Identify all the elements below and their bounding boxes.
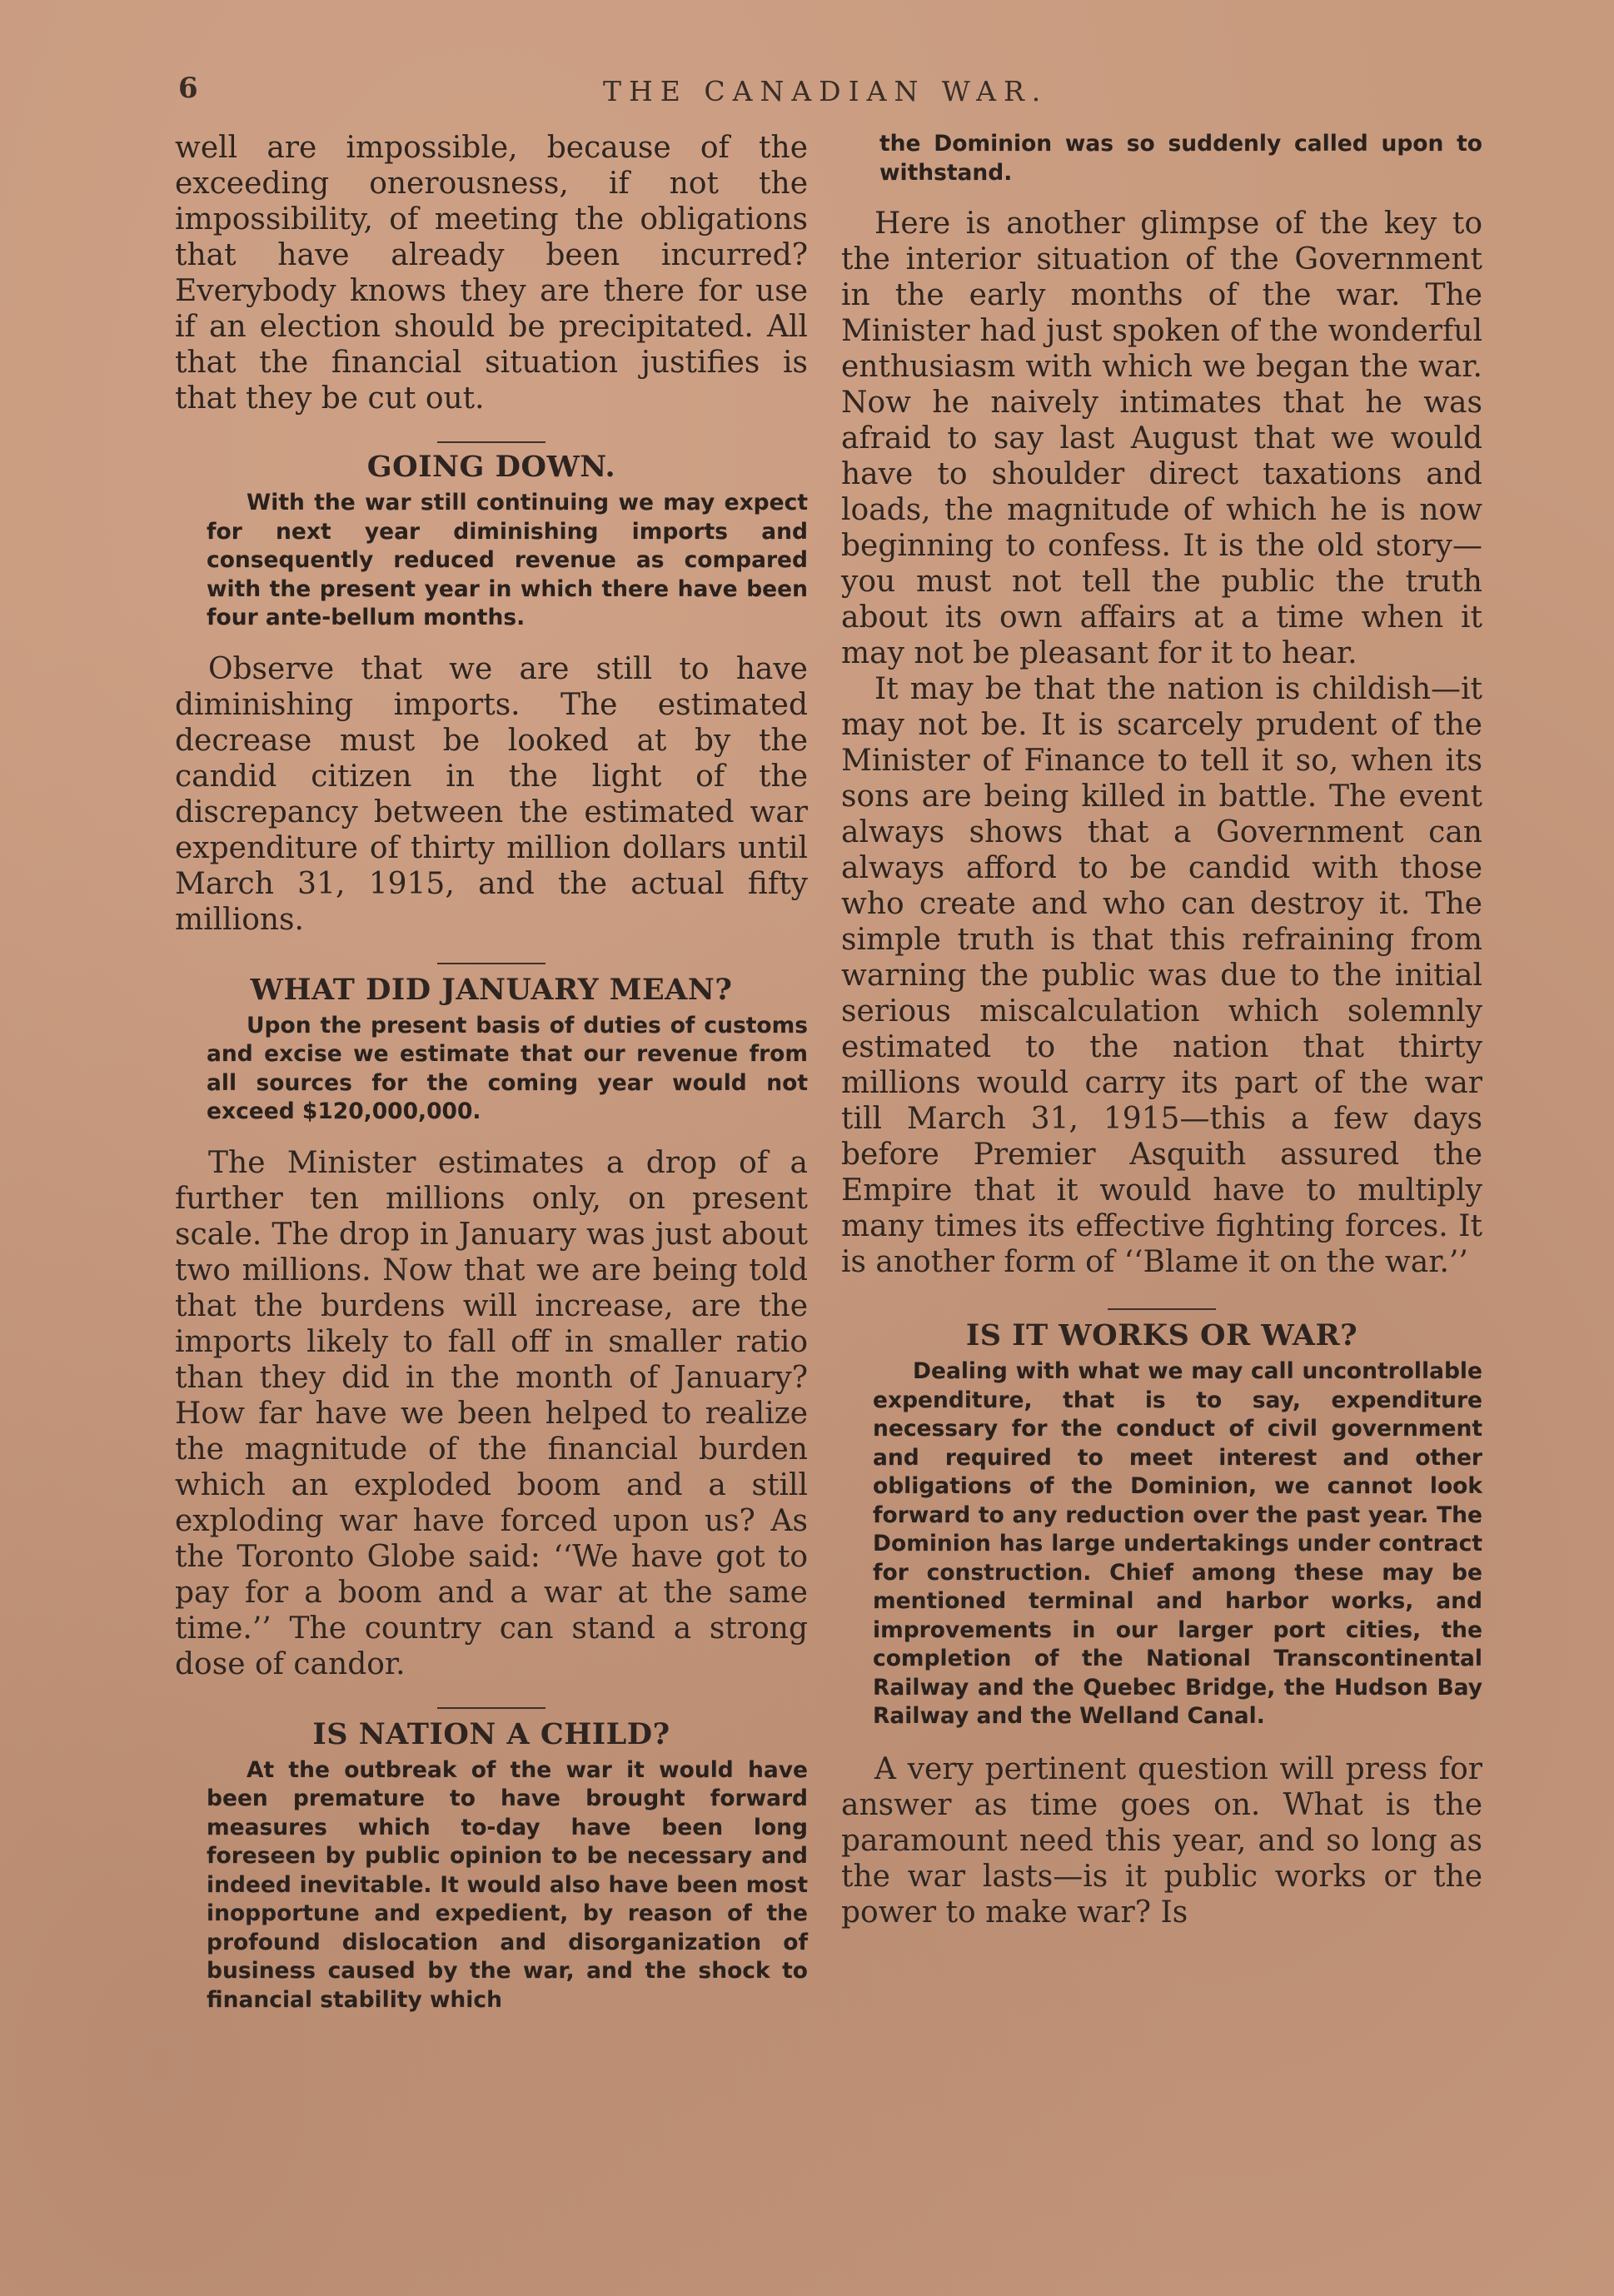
paragraph-key-glimpse: Here is another glimpse of the key to the interior situation of the Government in the early months of the war. The Minister had just spoken of the wonderful enthusiasm with which we began the war. Now he naively intimates that he was afraid to say last August that we would have to shoulder direct taxations and loads, the magnitude of which he is now beginning to confess. It is the old story—you must not tell the public the truth about its own affairs at a time when it may not be pleasant for it to hear. xyxy=(841,207,1482,670)
paragraph-nation-childish: It may be that the nation is childish—it may not be. It is scarcely prudent of the Minister of Finance to tell it so, when its sons are being killed in battle. The event always shows that a Government can always afford to be candid with those who create and who can destroy it. The simple truth is that this refraining from warning the public was due to the initial serious miscalculation which solemnly estimated to the nation that thirty millions would carry its part of the war till March 31, 1915—this a few days before Premier Asquith assured the Empire that it would have to multiply many times its effective fighting forces. It is another form of ‘‘Blame it on the war.’’ xyxy=(841,672,1482,1279)
quote-works-or-war: Dealing with what we may call uncontrollable expenditure, that is to say, expenditure necessary for the conduct of civil government and required to meet interest and other obligations of the Dominion, we cannot look forward to any reduction over the past year. The Dominion has large undertakings under contract for construction. Chief among these may be mentioned terminal and harbor works, and improvements in our larger port cities, the completion of the National Transcontinental Railway and the Quebec Bridge, the Hudson Bay Railway and the Welland Canal. xyxy=(873,1358,1482,1729)
heading-works-or-war: IS IT WORKS OR WAR? xyxy=(965,1318,1358,1352)
heading-going-down: GOING DOWN. xyxy=(366,450,616,484)
paragraph-works-or-war: A very pertinent question will press for answer as time goes on. What is the paramount need this year, and so long as the war lasts—is it public works or the power to make war? Is xyxy=(841,1751,1482,1930)
quote-nation-child: At the outbreak of the war it would have been premature to have brought forward measures which to-day have been long foreseen by public opinion to be necessary and indeed inevitable. It would also have been most inopportune and expedient, by reason of the profound dislocation and disorganization of business caused by the war, and the shock to financial stability which xyxy=(207,1756,808,2013)
right-column xyxy=(841,130,1482,1930)
paragraph-going-down: Observe that we are still to have diminishing imports. The estimated decrease must be looked at by the candid citizen in the light of the discrepancy between the estimated war expenditure of thirty million dollars until March 31, 1915, and the actual fifty millions. xyxy=(175,651,808,937)
quote-continued: the Dominion was so suddenly called upon to withstand. xyxy=(879,131,1482,186)
page-number: 6 xyxy=(178,72,198,105)
left-column xyxy=(175,130,808,2015)
running-title: THE CANADIAN WAR. xyxy=(603,75,1049,107)
heading-nation-child: IS NATION A CHILD? xyxy=(312,1716,670,1751)
opening-paragraph: well are impossible, because of the exceeding onerousness, if not the impossibility, of meeting the obligations that have already been incurred? Everybody knows they are there for use if an election should be precipitated. All that the financial situation justifies is that they be cut out. xyxy=(175,131,808,416)
paragraph-january: The Minister estimates a drop of a further ten millions only, on present scale. The drop in January was just about two millions. Now that we are being told that the burdens will increase, are the imports likely to fall off in smaller ratio than they did in the month of January? How far have we been helped to realize the magnitude of the financial burden which an exploded boom and a still exploding war have forced upon us? As the Toronto Globe said: ‘‘We have got to pay for a boom and a war at the same time.’’ The country can stand a strong dose of candor. xyxy=(175,1145,808,1681)
quote-going-down: With the war still continuing we may expect for next year diminishing imports and consequently reduced revenue as compared with the present year in which there have been four ante-bellum months. xyxy=(207,490,808,630)
heading-january: WHAT DID JANUARY MEAN? xyxy=(250,972,733,1007)
quote-january: Upon the present basis of duties of customs and excise we estimate that our revenue from all sources for the coming year would not exceed $120,000,000. xyxy=(207,1012,808,1124)
page-header xyxy=(0,72,1614,122)
